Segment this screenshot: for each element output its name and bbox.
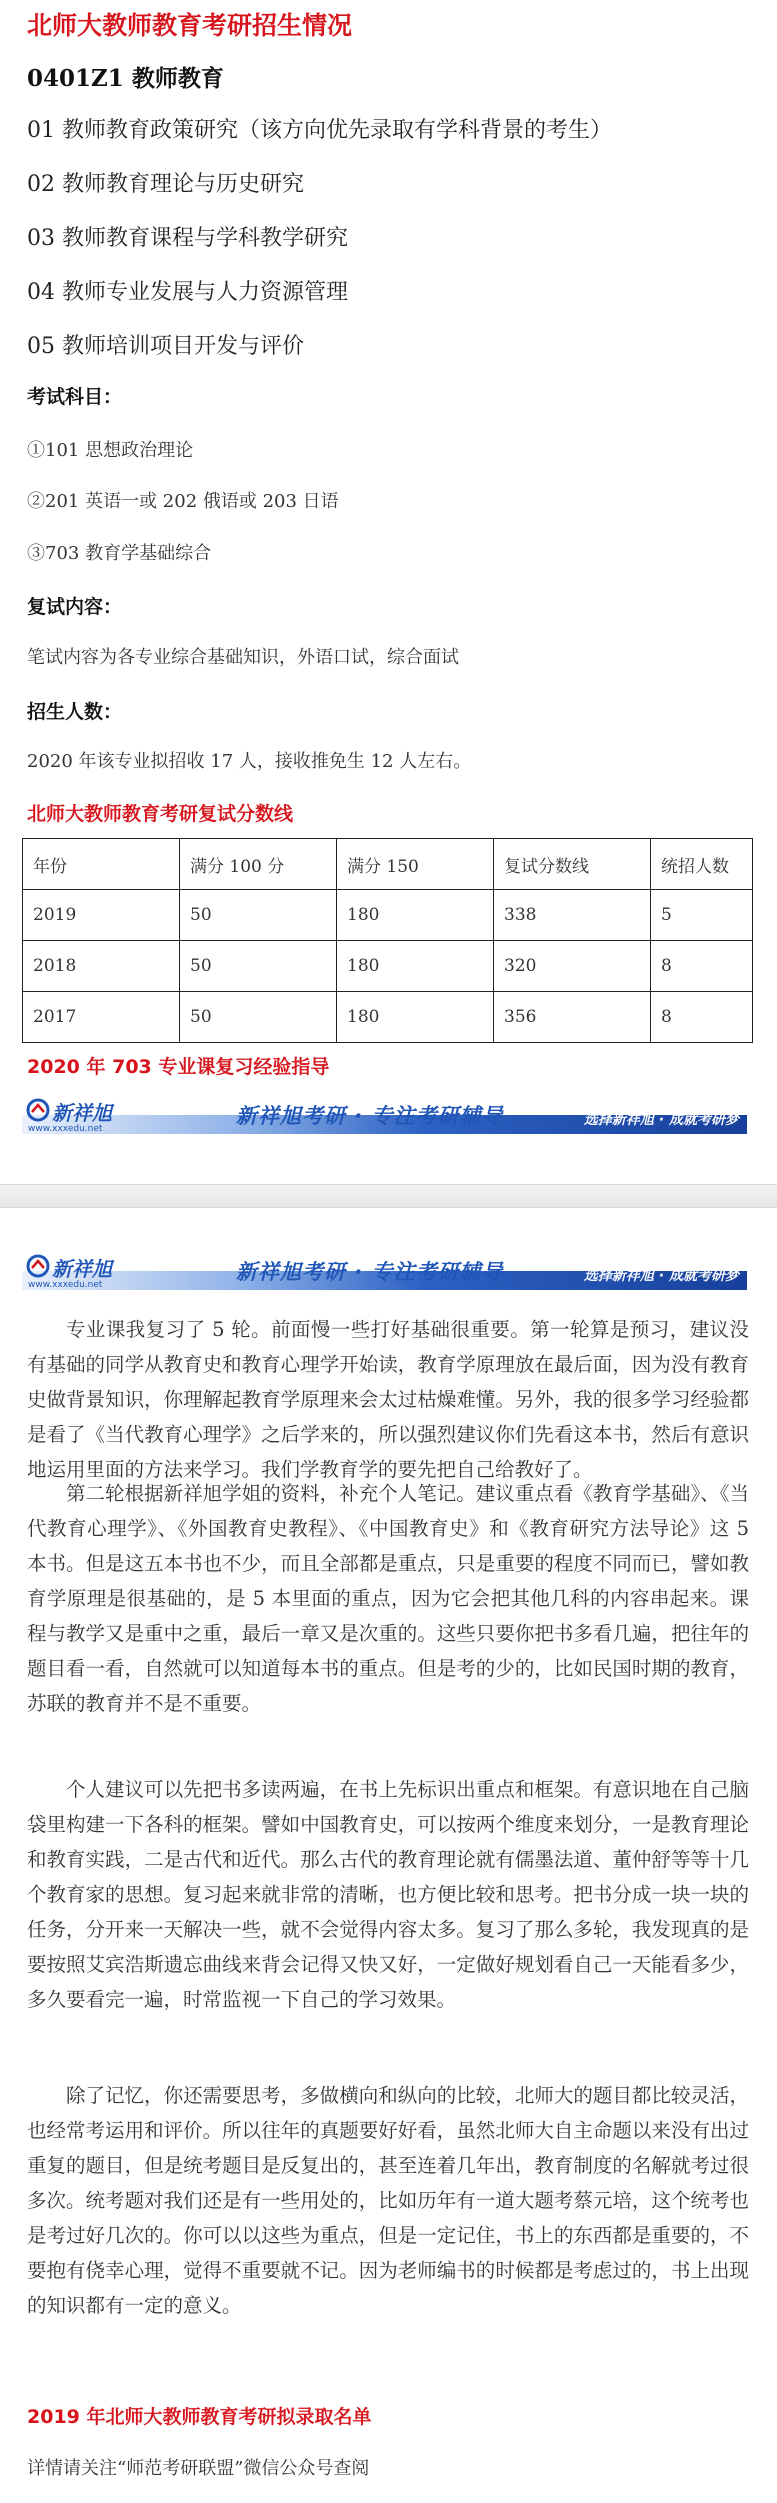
table-cell: 180 (337, 890, 494, 941)
retest-text: 笔试内容为各专业综合基础知识，外语口试，综合面试 (27, 647, 459, 668)
banner-slogan: 新祥旭考研 · 专注考研辅导 (236, 1260, 504, 1284)
score-line-title: 北师大教师教育考研复试分数线 (27, 803, 294, 825)
banner-slogan: 新祥旭考研 · 专注考研辅导 (236, 1104, 504, 1128)
table-cell: 2017 (23, 992, 180, 1043)
banner-right-text: 选择新祥旭 · 成就考研梦 (583, 1268, 739, 1284)
article-paragraph: 除了记忆，你还需要思考，多做横向和纵向的比较，北师大的题目都比较灵活，也经常考运用和评价。所以往年的真题要好好看，虽然北师大自主命题以来没有出过重复的题目，但是统考题目是反复出的，甚至连着几年出，教育制度的名解就考过很多次。统考题对我们还是有一些用处的，比如历年有一道大题考蔡元培，这个统考也是考过好几次的。你可以以这些为重点，但是一定记住，书上的东西都是重要的，不要抱有侥幸心理，觉得不重要就不记。因为老师编书的时候都是考虑过的，书上出现的知识都有一定的意义。 (27, 2084, 749, 2317)
table-cell: 320 (494, 941, 651, 992)
exam-item: ②201 英语一或 202 俄语或 203 日语 (27, 491, 339, 512)
enroll-label: 招生人数： (27, 701, 123, 723)
score-table (22, 838, 753, 1043)
footer-banner (22, 1096, 747, 1136)
table-header-cell: 年份 (23, 839, 180, 890)
retest-label: 复试内容： (27, 596, 123, 618)
direction-item: 05 教师培训项目开发与评价 (27, 334, 304, 359)
table-cell: 50 (180, 890, 337, 941)
table-cell: 338 (494, 890, 651, 941)
guide-title: 2020 年 703 专业课复习经验指导 (27, 1056, 330, 1078)
table-cell: 180 (337, 992, 494, 1043)
table-cell: 356 (494, 992, 651, 1043)
article-paragraph: 个人建议可以先把书多读两遍，在书上先标识出重点和框架。有意识地在自己脑袋里构建一下各科的框架。譬如中国教育史，可以按两个维度来划分，一是教育理论和教育实践，二是古代和近代。那么古代的教育理论就有儒墨法道、董仲舒等等十几个教育家的思想。复习起来就非常的清晰，也方便比较和思考。把书分成一块一块的任务，分开来一天解决一些，就不会觉得内容太多。复习了那么多轮，我发现真的是要按照艾宾浩斯遗忘曲线来背会记得又快又好，一定做好规划看自己一天能看多少，多久要看完一遍，时常监视一下自己的学习效果。 (27, 1778, 749, 2011)
table-cell: 180 (337, 941, 494, 992)
exam-item: ①101 思想政治理论 (27, 440, 194, 461)
table-header-row (23, 839, 753, 890)
table-cell: 8 (651, 941, 753, 992)
page-separator (0, 1184, 777, 1208)
enroll-text: 2020 年该专业拟招收 17 人，接收推免生 12 人左右。 (27, 751, 472, 772)
article-paragraph: 第二轮根据新祥旭学姐的资料，补充个人笔记。建议重点看《教育学基础》、《当代教育心理学》、《外国教育史教程》、《中国教育史》和《教育研究方法导论》这 5 本书。但是这五本书也不少，而且全部都是重点，只是重要的程度不同而已，譬如教育学原理是很基础的，是 5 本里面的重点，因为它会把其他几科的内容串起来。课程与教学又是重中之重，最后一章又是次重的。这些只要你把书多看几遍，把往年的题目看一看，自然就可以知道每本书的重点。但是考的少的，比如民国时期的教育，苏联的教育并不是不重要。 (27, 1482, 749, 1715)
banner-url: www.xxxedu.net (28, 1124, 103, 1134)
logo-text: 新祥旭 (52, 1257, 112, 1281)
table-header-cell: 满分 100 分 (180, 839, 337, 890)
direction-item: 01 教师教育政策研究（该方向优先录取有学科背景的考生） (27, 118, 612, 143)
logo-icon (26, 1254, 50, 1278)
table-cell: 8 (651, 992, 753, 1043)
table-header-cell: 统招人数 (651, 839, 753, 890)
footnote: 详情请关注“师范考研联盟”微信公众号查阅 (27, 2458, 370, 2479)
brand-logo (22, 1096, 180, 1126)
article-paragraph: 专业课我复习了 5 轮。前面慢一些打好基础很重要。第一轮算是预习，建议没有基础的同学从教育史和教育心理学开始读，教育学原理放在最后面，因为没有教育史做背景知识，你理解起教育学原理来会太过枯燥难懂。另外，我的很多学习经验都是看了《当代教育心理学》之后学来的，所以强烈建议你们先看这本书，然后有意识地运用里面的方法来学习。我们学教育学的要先把自己给教好了。 (27, 1318, 749, 1481)
table-row (23, 890, 753, 941)
header-banner (22, 1252, 747, 1292)
table-header-cell: 复试分数线 (494, 839, 651, 890)
table-row (23, 941, 753, 992)
exam-item: ③703 教育学基础综合 (27, 543, 212, 564)
direction-item: 02 教师教育理论与历史研究 (27, 172, 304, 197)
exam-subjects-label: 考试科目： (27, 386, 123, 408)
table-header-cell: 满分 150 (337, 839, 494, 890)
table-cell: 50 (180, 941, 337, 992)
page-1 (0, 0, 777, 1184)
table-cell: 2019 (23, 890, 180, 941)
direction-item: 03 教师教育课程与学科教学研究 (27, 226, 348, 251)
direction-item: 04 教师专业发展与人力资源管理 (27, 280, 348, 305)
page-2 (0, 1208, 777, 2503)
brand-logo (22, 1252, 180, 1282)
table-cell: 50 (180, 992, 337, 1043)
page-title: 北师大教师教育考研招生情况 (27, 11, 353, 40)
table-cell: 2018 (23, 941, 180, 992)
banner-url: www.xxxedu.net (28, 1280, 103, 1290)
logo-icon (26, 1098, 50, 1122)
major-heading: 0401Z1 教师教育 (27, 65, 224, 92)
admit-list-title: 2019 年北师大教师教育考研拟录取名单 (27, 2406, 372, 2428)
table-row (23, 992, 753, 1043)
banner-right-text: 选择新祥旭 · 成就考研梦 (583, 1112, 739, 1128)
table-cell: 5 (651, 890, 753, 941)
logo-text: 新祥旭 (52, 1101, 112, 1125)
